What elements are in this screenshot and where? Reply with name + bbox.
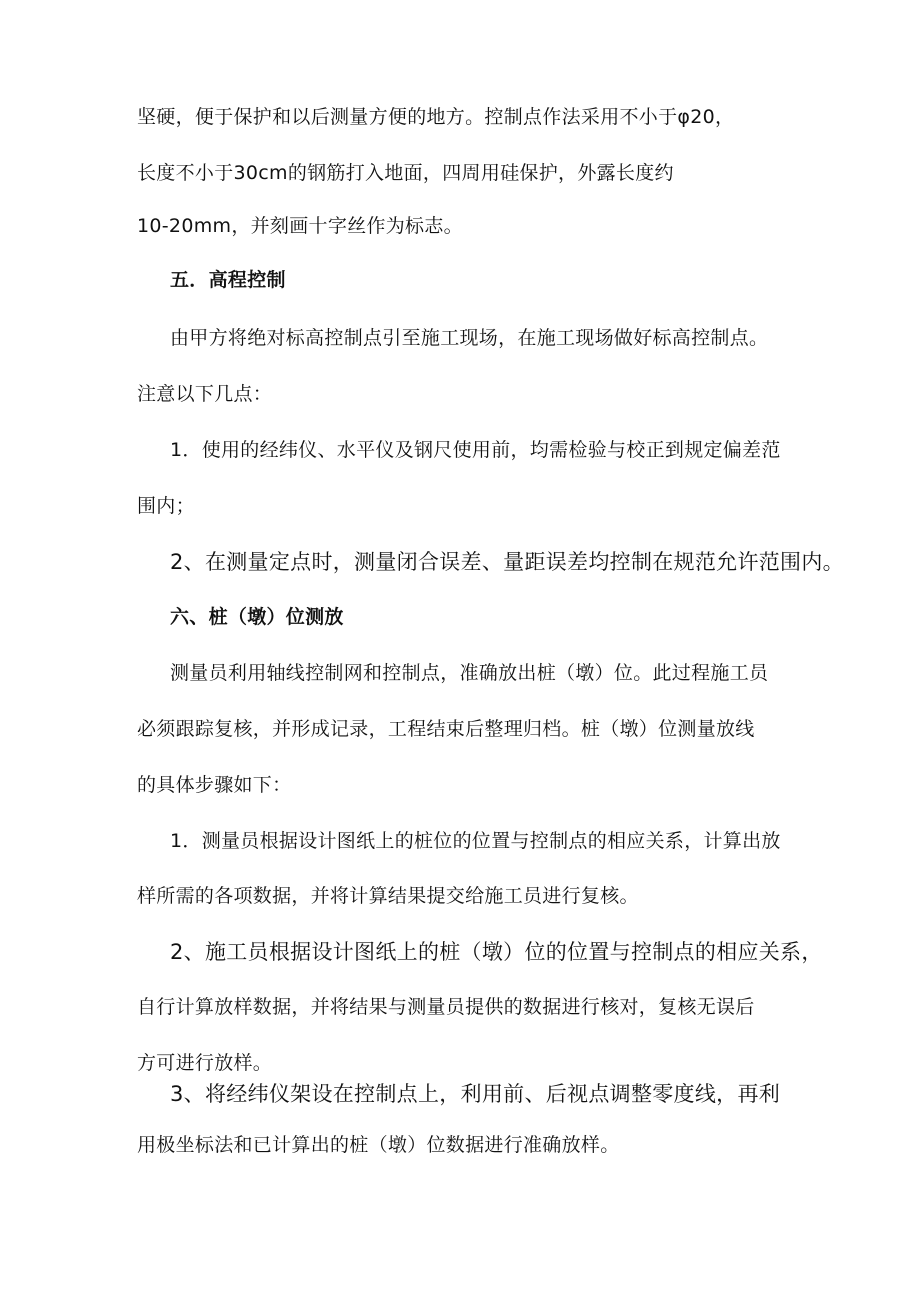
text-line-2: 长度不小于30cm的钢筋打入地面，四周用硅保护，外露长度约	[137, 162, 674, 184]
text-line-5: 由甲方将绝对标高控制点引至施工现场，在施工现场做好标高控制点。	[170, 327, 769, 349]
list-item-1-line-1: 1．使用的经纬仪、水平仪及钢尺使用前，均需检验与校正到规定偏差范	[170, 439, 781, 461]
text-line-3: 10-20mm，并刻画十字丝作为标志。	[137, 215, 463, 237]
step-1-line-1: 1．测量员根据设计图纸上的桩位的位置与控制点的相应关系，计算出放	[170, 830, 781, 852]
list-item-1-line-2: 围内；	[137, 495, 195, 517]
text-line-11: 测量员利用轴线控制网和控制点，准确放出桩（墩）位。此过程施工员	[170, 662, 769, 684]
text-line-12: 必须跟踪复核，并形成记录，工程结束后整理归档。桩（墩）位测量放线	[137, 718, 755, 740]
step-3-line-1: 3、将经纬仪架设在控制点上，利用前、后视点调整零度线，再利	[170, 1082, 781, 1106]
step-2-line-1: 2、施工员根据设计图纸上的桩（墩）位的位置与控制点的相应关系，	[170, 940, 823, 964]
step-2-line-3: 方可进行放样。	[137, 1052, 273, 1074]
text-line-1: 坚硬，便于保护和以后测量方便的地方。控制点作法采用不小于φ20，	[137, 106, 735, 128]
text-line-6: 注意以下几点：	[137, 383, 273, 405]
step-2-line-2: 自行计算放样数据，并将结果与测量员提供的数据进行核对，复核无误后	[137, 996, 755, 1018]
section-heading-5: 五．高程控制	[170, 269, 286, 291]
step-1-line-2: 样所需的各项数据，并将计算结果提交给施工员进行复核。	[137, 885, 639, 907]
text-line-13: 的具体步骤如下：	[137, 774, 292, 796]
section-heading-6: 六、桩（墩）位测放	[170, 606, 344, 628]
list-item-2-line-1: 2、在测量定点时，测量闭合误差、量距误差均控制在规范允许范围内。	[170, 550, 844, 574]
step-3-line-2: 用极坐标法和已计算出的桩（墩）位数据进行准确放样。	[137, 1134, 620, 1156]
